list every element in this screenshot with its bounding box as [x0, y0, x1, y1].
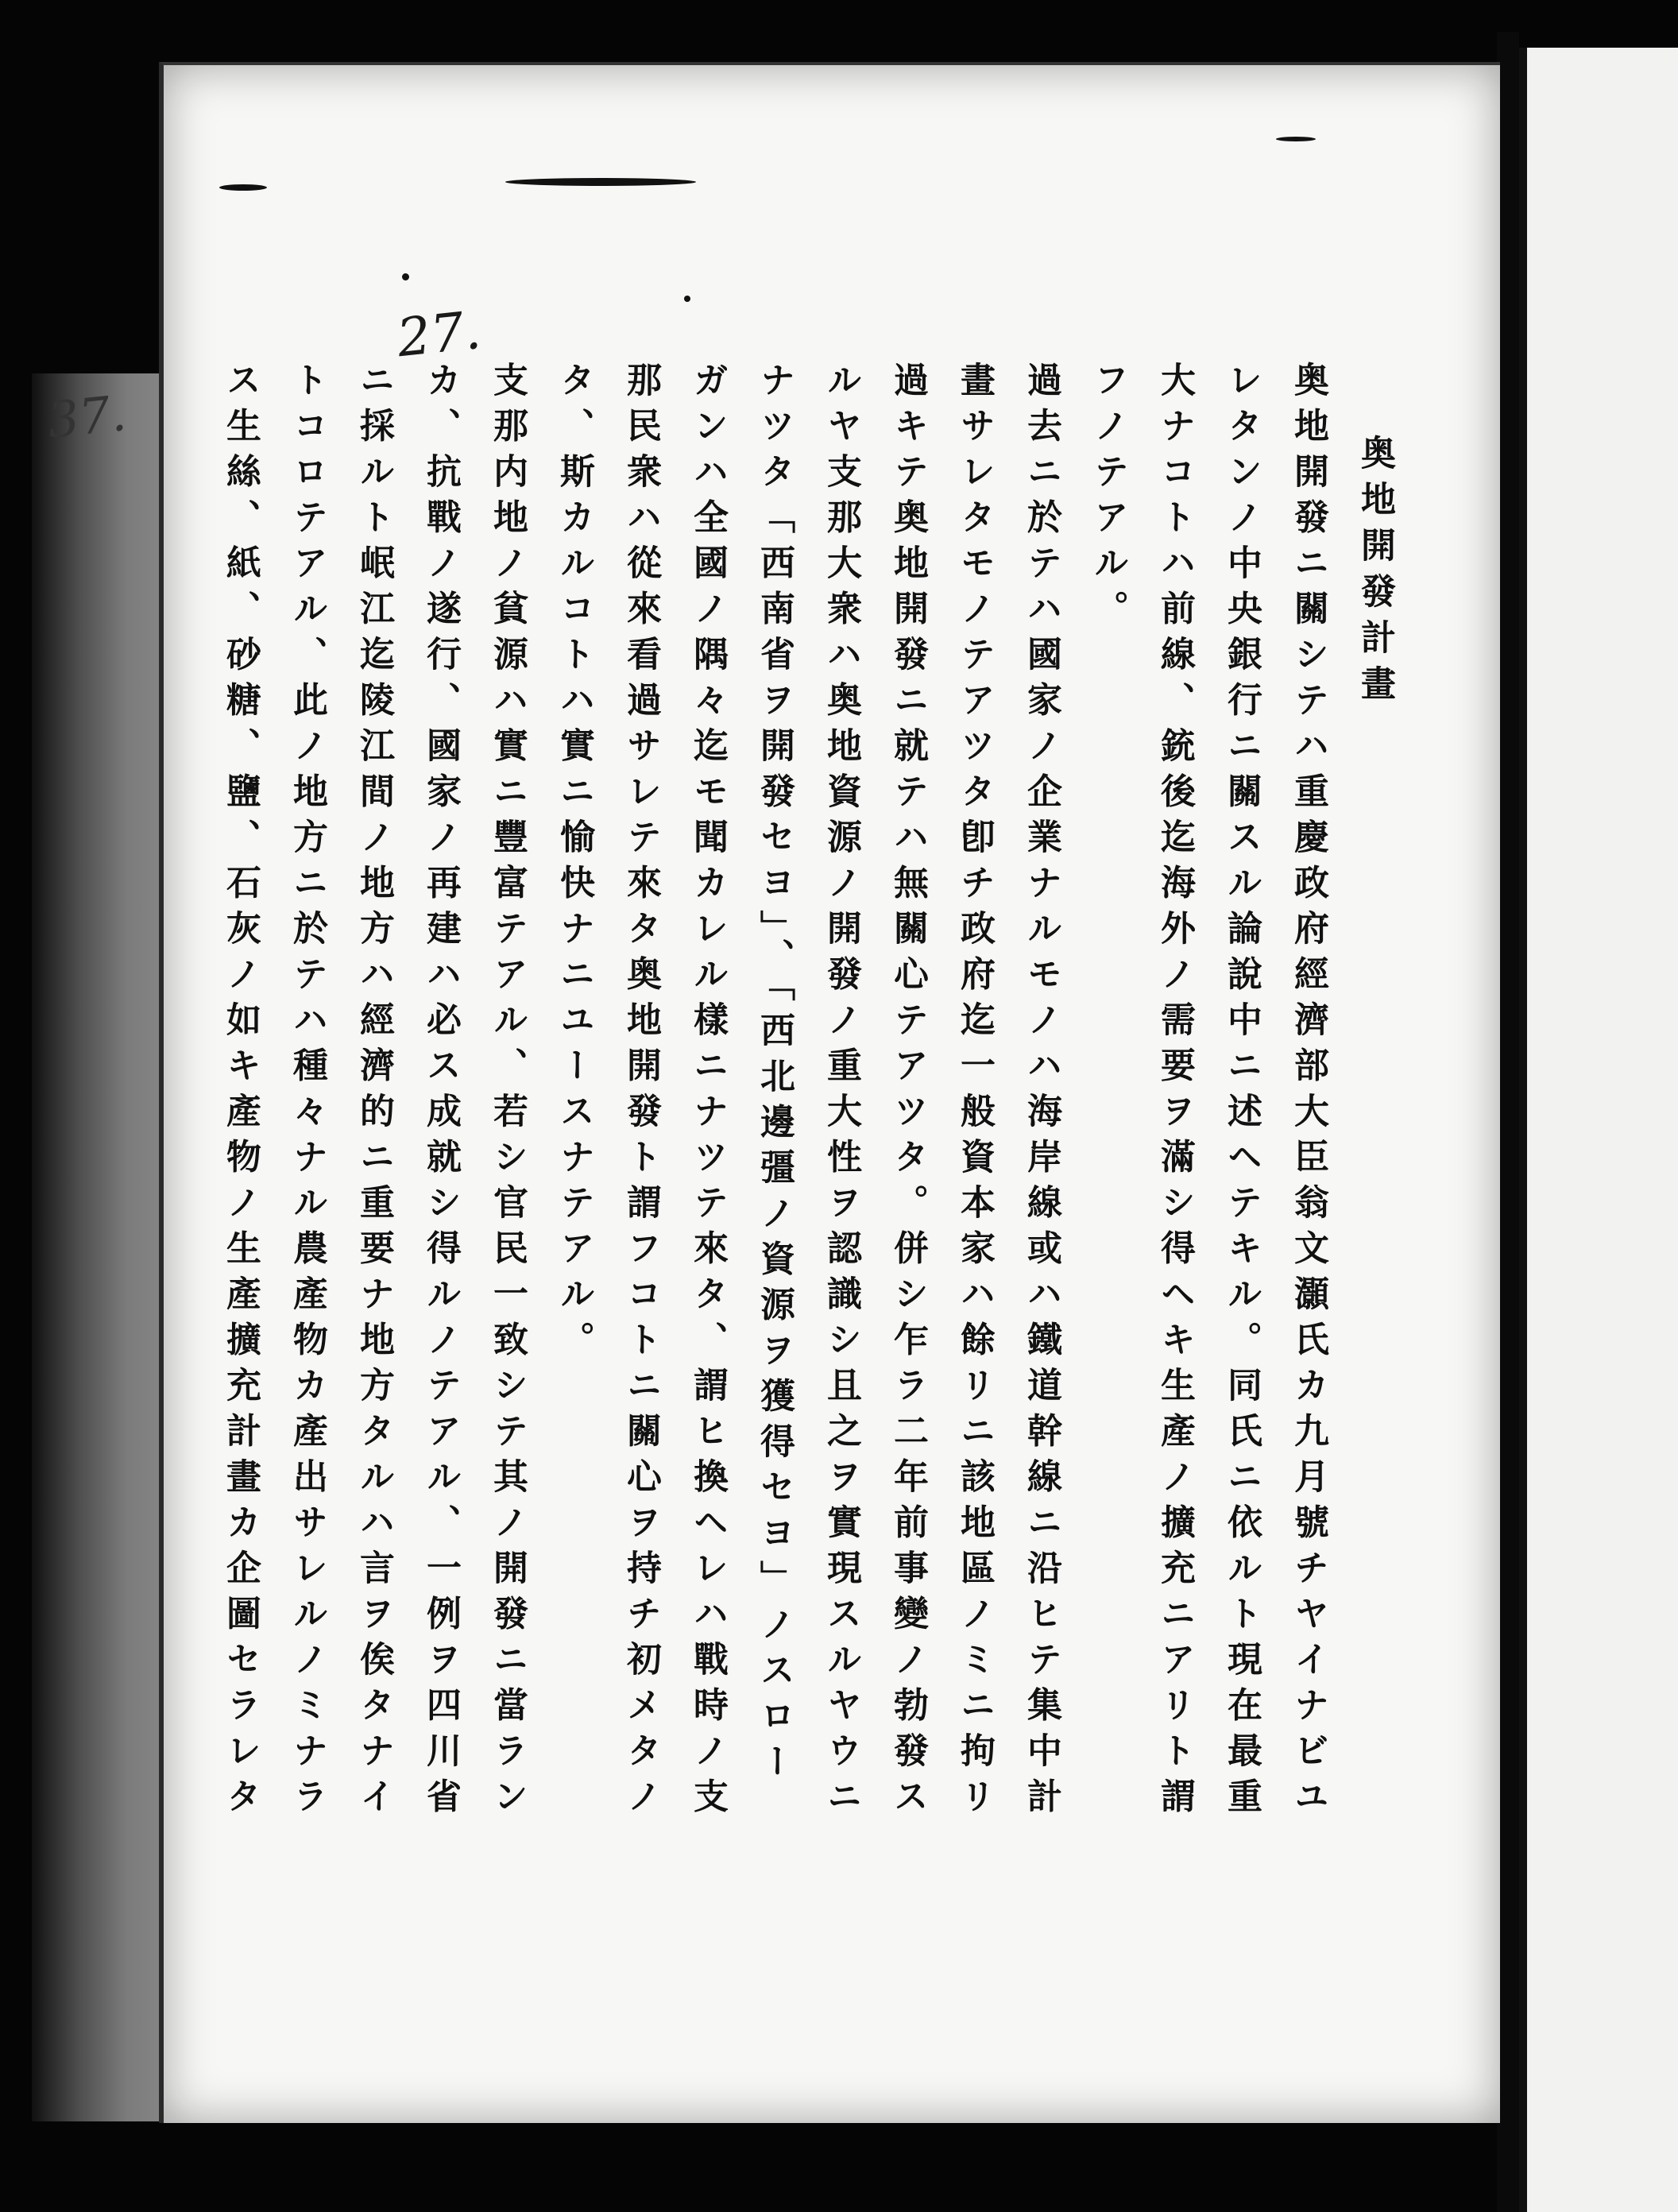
text-column: ナツタ「西南省ヲ開發セヨ」、「西北邊彊ノ資源ヲ獲得セヨ」ノスロー [754, 362, 795, 1789]
text-column: レタンノ中央銀行ニ關スル論說中ニ述ヘテキル。同氏ニ依ルト現在最重 [1221, 362, 1262, 1823]
text-column: 畫サレタモノテアツタ卽チ政府迄一般資本家ハ餘リニ該地區ノミニ拘リ [954, 362, 995, 1823]
speck [402, 273, 409, 280]
text-column: ガンハ全國ノ隅々迄モ聞カレル樣ニナツテ來タ、謂ヒ換ヘレハ戰時ノ支 [687, 362, 728, 1823]
speck [505, 178, 696, 186]
text-column: タ、斯カルコトハ實ニ愉快ナニユースナテアル。 [554, 362, 594, 1367]
torn-left-edge [32, 373, 167, 2121]
text-column: 過去ニ於テハ國家ノ企業ナルモノハ海岸線或ハ鐵道幹線ニ沿ヒテ集中計 [1021, 362, 1061, 1823]
adjacent-page-strip [1519, 48, 1678, 2212]
text-column: 過キテ奥地開發ニ就テハ無關心テアツタ。併シ乍ラ二年前事變ノ勃發ス [887, 362, 928, 1823]
text-column: ルヤ支那大衆ハ奥地資源ノ開發ノ重大性ヲ認識シ且之ヲ實現スルヤウニ [821, 362, 861, 1823]
text-column: 支那内地ノ貧源ハ實ニ豐富テアル、若シ官民一致シテ其ノ開發ニ當ラン [487, 362, 528, 1823]
handwritten-page-number: 27. [394, 299, 484, 369]
text-column: フノテアル。 [1088, 362, 1128, 636]
handwritten-folio-number: 37. [44, 384, 130, 450]
book-gutter [1497, 32, 1519, 2212]
speck [684, 296, 690, 302]
text-column: 奥地開發ニ關シテハ重慶政府經濟部大臣翁文灝氏カ九月號チヤイナビユ [1288, 362, 1328, 1823]
text-column: カ、抗戰ノ遂行、國家ノ再建ハ必ス成就シ得ルノテアル、一例ヲ四川省 [420, 362, 461, 1823]
article-heading: 奥地開發計畫 [1355, 435, 1395, 711]
speck [219, 184, 267, 191]
text-column: 那民衆ハ從來看過サレテ來タ奥地開發ト謂フコトニ關心ヲ持チ初メタノ [621, 362, 661, 1823]
text-column: ニ採ルト岷江迄陵江間ノ地方ハ經濟的ニ重要ナ地方タルハ言ヲ俟タナイ [354, 362, 394, 1823]
text-column: 大ナコトハ前線、銃後迄海外ノ需要ヲ滿シ得ヘキ生產ノ擴充ニアリト謂 [1154, 362, 1195, 1823]
vertical-text-body [207, 362, 1408, 1998]
text-column: トコロテアル、此ノ地方ニ於テハ種々ナル農產物カ產出サレルノミナラ [287, 362, 327, 1823]
speck [1276, 137, 1316, 141]
text-column: ス生絲、紙、砂糖、鹽、石灰ノ如キ產物ノ生產擴充計畫カ企圖セラレタ [220, 362, 261, 1823]
